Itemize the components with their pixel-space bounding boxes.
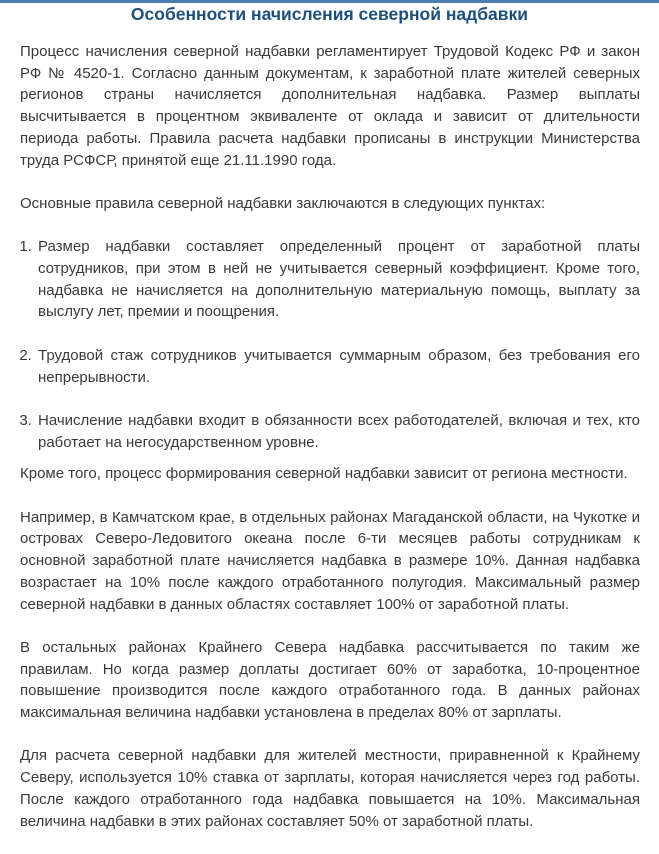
paragraph-intro: Процесс начисления северной надбавки регламентирует Трудовой Кодекс РФ и закон РФ № 4520-1. Согласно данным документам, к заработной плате жителей северных регионов страны начисляется дополнительная надбавка. Размер выплаты высчитывается в процентном эквиваленте от оклада и зависит от длительности периода работы. Правила расчета надбавки прописаны в инструкции Министерства труда РСФСР, принятой еще 21.11.1990 года. — [20, 43, 640, 169]
paragraph-rules-lead: Основные правила северной надбавки заключаются в следующих пунктах: — [20, 194, 546, 212]
list-item: 2. Трудовой стаж сотрудников учитывается суммарным образом, без требования его непрерывности. — [36, 345, 640, 388]
paragraph-example: Например, в Камчатском крае, в отдельных районах Магаданской области, на Чукотке и островах Северо-Ледовитого океана после 6-ти месяцев работы сотрудникам к основной заработной плате начисляется надбавка в размере 10%. Данная надбавка возрастает на 10% после каждого отработанного полугодия. Максимальный размер северной надбавки в данных областях составляет 100% от заработной платы. — [20, 508, 640, 613]
article-body — [20, 41, 640, 854]
paragraph-far-north: В остальных районах Крайнего Севера надбавка рассчитывается по таким же правилам. Но когда размер доплаты достигает 60% от заработка, 10-процентное повышение производится после каждого отработанного года. В данных районах максимальная величина надбавки установлена в пределах 80% от зарплаты. — [20, 638, 640, 721]
list-item: 3. Начисление надбавки входит в обязанности всех работодателей, включая и тех, кто работает на негосударственном уровне. — [36, 410, 640, 453]
rules-list — [20, 236, 640, 453]
page-title: Особенности начисления северной надбавки — [130, 4, 529, 24]
list-item: 1. Размер надбавки составляет определенный процент от заработной платы сотрудников, при этом в ней не учитывается северный коэффициент. Кроме того, надбавка не начисляется на дополнительную материальную помощь, выплату за выслугу лет, премии и поощрения. — [36, 236, 640, 323]
paragraph-equated: Для расчета северной надбавки для жителей местности, приравненной к Крайнему Северу, используется 10% ставка от зарплаты, которая начисляется через год работы. После каждого отработанного года надбавка повышается на 10%. Максимальная величина надбавки в этих районах составляет 50% от заработной платы. — [20, 747, 640, 830]
paragraph-region: Кроме того, процесс формирования северной надбавки зависит от региона местности. — [20, 465, 628, 483]
